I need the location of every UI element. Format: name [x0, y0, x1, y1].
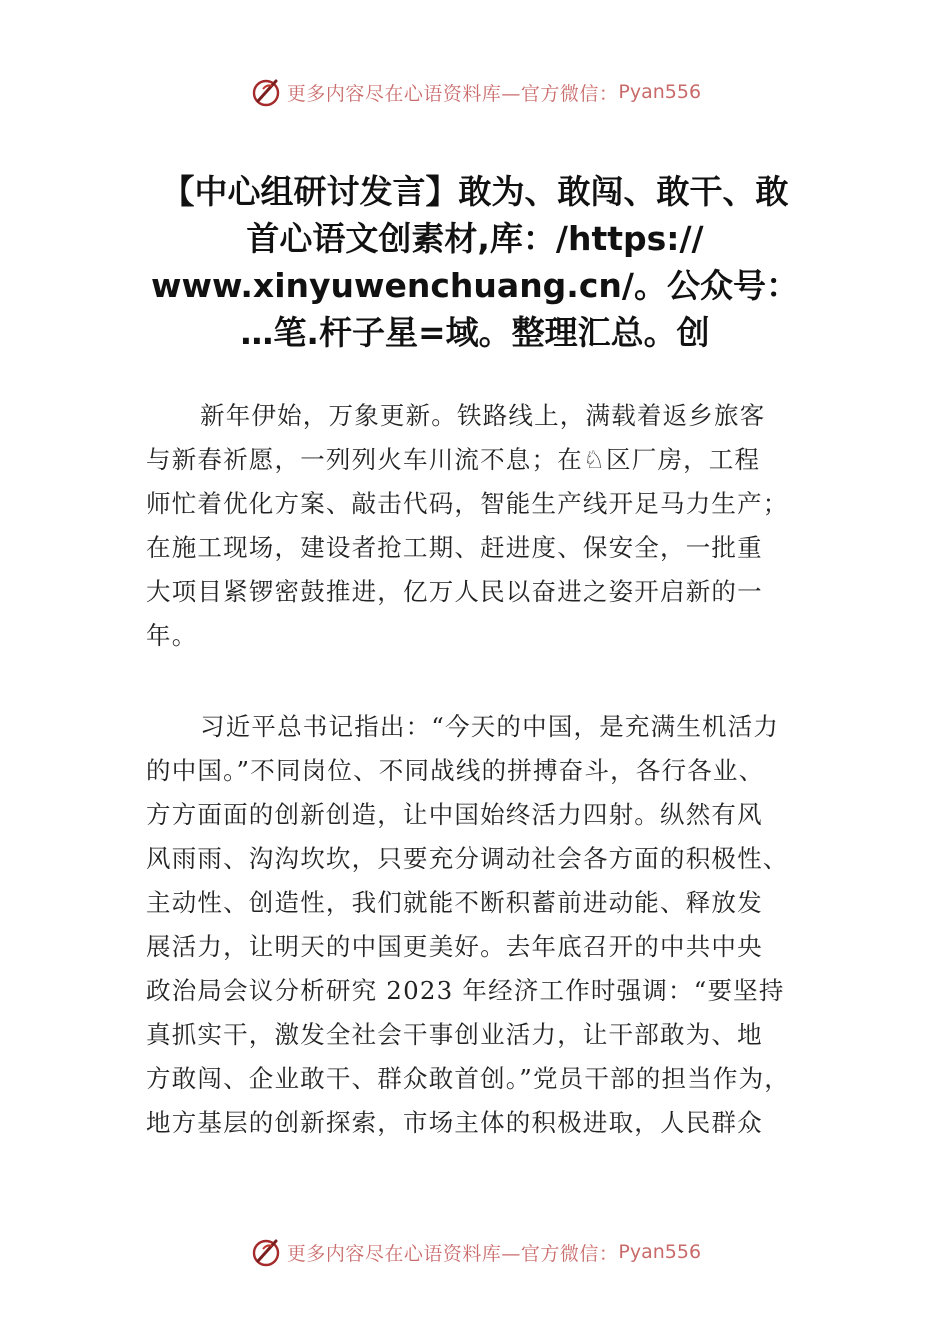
banner-text: 更多内容尽在心语资料库—官方微信： — [286, 82, 619, 105]
footer-banner — [0, 1232, 950, 1272]
body-paragraph-1 — [146, 394, 806, 658]
paragraph-line: 在施工现场，建设者抢工期、赶进度、保安全，一批重 — [146, 533, 763, 562]
title-line: 首心语文创素材,库：/https:// — [246, 219, 704, 258]
title-line: …笔.杆子星=域。整理汇总。创 — [240, 313, 710, 352]
paragraph-line: 政治局会议分析研究 2023 年经济工作时强调：“要坚持 — [146, 976, 785, 1005]
paragraph-line: 展活力，让明天的中国更美好。去年底召开的中共中央 — [146, 932, 763, 961]
paragraph-line: 主动性、创造性，我们就能不断积蓄前进动能、释放发 — [146, 888, 763, 917]
body-paragraph-2 — [146, 705, 806, 1145]
logo-icon — [249, 75, 283, 109]
title-line: 【中心组研讨发言】敢为、敢闯、敢干、敢 — [161, 172, 789, 211]
paragraph-line: 新年伊始，万象更新。铁路线上，满载着返乡旅客 — [200, 401, 766, 430]
banner-wechat-id: Pyan556 — [618, 81, 702, 103]
paragraph-line: 地方基层的创新探索，市场主体的积极进取，人民群众 — [146, 1108, 763, 1137]
banner-wechat-id: Pyan556 — [618, 1241, 702, 1263]
document-title — [120, 168, 830, 356]
paragraph-line: 风雨雨、沟沟坎坎，只要充分调动社会各方面的积极性、 — [146, 844, 789, 873]
paragraph-line: 与新春祈愿，一列列火车川流不息；在♘区厂房，工程 — [146, 445, 761, 474]
paragraph-line: 大项目紧锣密鼓推进，亿万人民以奋进之姿开启新的一 — [146, 577, 763, 606]
paragraph-line: 真抓实干，激发全社会干事创业活力，让干部敢为、地 — [146, 1020, 763, 1049]
paragraph-line: 的中国。”不同岗位、不同战线的拼搏奋斗，各行各业、 — [146, 756, 765, 785]
paragraph-line: 习近平总书记指出：“今天的中国，是充满生机活力 — [200, 712, 780, 741]
header-banner — [0, 72, 950, 112]
paragraph-line: 年。 — [146, 621, 198, 650]
logo-icon — [249, 1235, 283, 1269]
paragraph-line: 师忙着优化方案、敲击代码，智能生产线开足马力生产； — [146, 489, 789, 518]
banner-text: 更多内容尽在心语资料库—官方微信： — [286, 1242, 619, 1265]
title-line: www.xinyuwenchuang.cn/。公众号： — [151, 266, 799, 305]
paragraph-line: 方敢闯、企业敢干、群众敢首创。”党员干部的担当作为， — [146, 1064, 790, 1093]
paragraph-line: 方方面面的创新创造，让中国始终活力四射。纵然有风 — [146, 800, 763, 829]
